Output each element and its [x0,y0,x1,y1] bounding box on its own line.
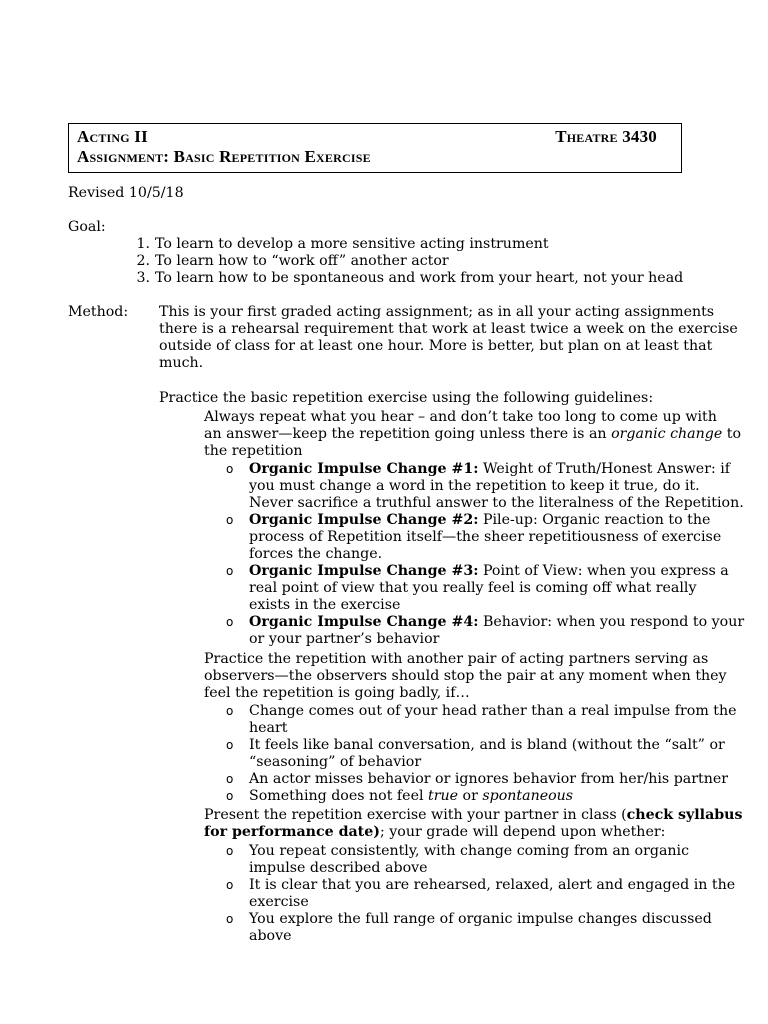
organic-change-item [226,614,745,648]
observers-line: observers—the observers should stop the pair at any moment when they [204,668,727,684]
bullet-icon: o [226,844,234,858]
bullet-text: An actor misses behavior or ignores behavior from her/his partner [249,771,729,787]
change-label: Organic Impulse Change #3: [249,563,479,579]
goal-text: To learn how to “work off” another actor [155,253,449,269]
goal-text: To learn how to be spontaneous and work from your heart, not your head [155,270,684,286]
bullet-icon: o [226,615,234,629]
bullet-text: Something does not feel true or spontaneous [249,788,574,804]
method-intro-line: there is a rehearsal requirement that work at least twice a week on the exercise [159,321,738,337]
observers-line: feel the repetition is going badly, if… [204,685,470,701]
bullet-text: Change comes out of your head rather than a real impulse from the heart [249,703,737,736]
practice-guidelines-line: Practice the basic repetition exercise using the following guidelines: [159,390,654,406]
header-box [68,123,682,173]
bullet-icon: o [226,564,234,578]
bullet-icon: o [226,878,234,892]
organic-change-list [226,461,745,648]
organic-change-item [226,461,744,512]
goal-item [130,270,690,287]
organic-change-item [226,512,722,563]
method-intro-line: outside of class for at least one hour. More is better, but plan on at least that [159,338,713,354]
grading-criteria-list [226,843,736,945]
bullet-icon: o [226,462,234,476]
goal-number: 3. [136,270,150,286]
stop-condition-item [226,737,725,771]
always-repeat-paragraph: Always repeat what you hear – and don’t take too long to come up with an answer—keep the repetition going unless there is an organic change to the repetition [204,409,741,459]
goal-text: To learn to develop a more sensitive acting instrument [155,236,549,252]
bullet-text: Organic Impulse Change #1: Weight of Truth/Honest Answer: if you must change a word in the repetition to keep it true, do it. Never sacrifice a truthful answer to the literalness of the Repetition. [249,461,744,511]
goal-number: 2. [136,253,150,269]
stop-condition-item [226,771,729,788]
organic-change-item [226,563,729,614]
observers-line: Practice the repetition with another pair of acting partners serving as [204,651,709,667]
goal-item [130,253,690,270]
grading-criterion-item [226,877,736,911]
department-course-number: Theatre 3430 [555,127,657,146]
revised-date: Revised 10/5/18 [68,185,184,201]
bullet-text: Organic Impulse Change #4: Behavior: when you respond to your or your partner’s behavior [249,614,745,647]
method-intro-line: This is your first graded acting assignment; as in all your acting assignments [159,304,715,320]
present-paragraph: Present the repetition exercise with your partner in class (check syllabus for performance date); your grade will depend upon whether: [204,807,743,840]
grading-criterion-item [226,911,716,945]
bullet-icon: o [226,704,234,718]
grading-criterion-item [226,843,716,877]
change-label: Organic Impulse Change #4: [249,614,479,630]
observers-paragraph [204,651,727,702]
bullet-text: You explore the full range of organic impulse changes discussed above [249,911,712,944]
method-intro [159,304,738,372]
bullet-text: It feels like banal conversation, and is bland (without the “salt” or “seasoning” of behavior [249,737,725,770]
goal-item [130,236,690,253]
assignment-heading: Assignment: Basic Repetition Exercise [77,147,371,166]
bullet-icon: o [226,513,234,527]
bullet-icon: o [226,912,234,926]
method-label: Method: [68,304,129,320]
change-label: Organic Impulse Change #1: [249,461,479,477]
bullet-text: Organic Impulse Change #2: Pile-up: Organic reaction to the process of Repetition itself—the sheer repetitiousness of exercise forces the change. [249,512,722,562]
bullet-text: Organic Impulse Change #3: Point of View: when you express a real point of view that you really feel is coming off what really exists in the exercise [249,563,729,613]
bullet-text: You repeat consistently, with change coming from an organic impulse described above [249,843,690,876]
bullet-text: It is clear that you are rehearsed, relaxed, alert and engaged in the exercise [249,877,736,910]
goal-label: Goal: [68,219,106,235]
stop-condition-item [226,703,737,737]
bullet-icon: o [226,789,234,803]
stop-condition-item [226,788,716,805]
bullet-icon: o [226,772,234,786]
bullet-icon: o [226,738,234,752]
goal-list [130,236,690,287]
change-label: Organic Impulse Change #2: [249,512,479,528]
course-title: Acting II [77,127,148,146]
stop-conditions-list [226,703,737,805]
goal-number: 1. [136,236,150,252]
method-intro-line: much. [159,355,204,371]
